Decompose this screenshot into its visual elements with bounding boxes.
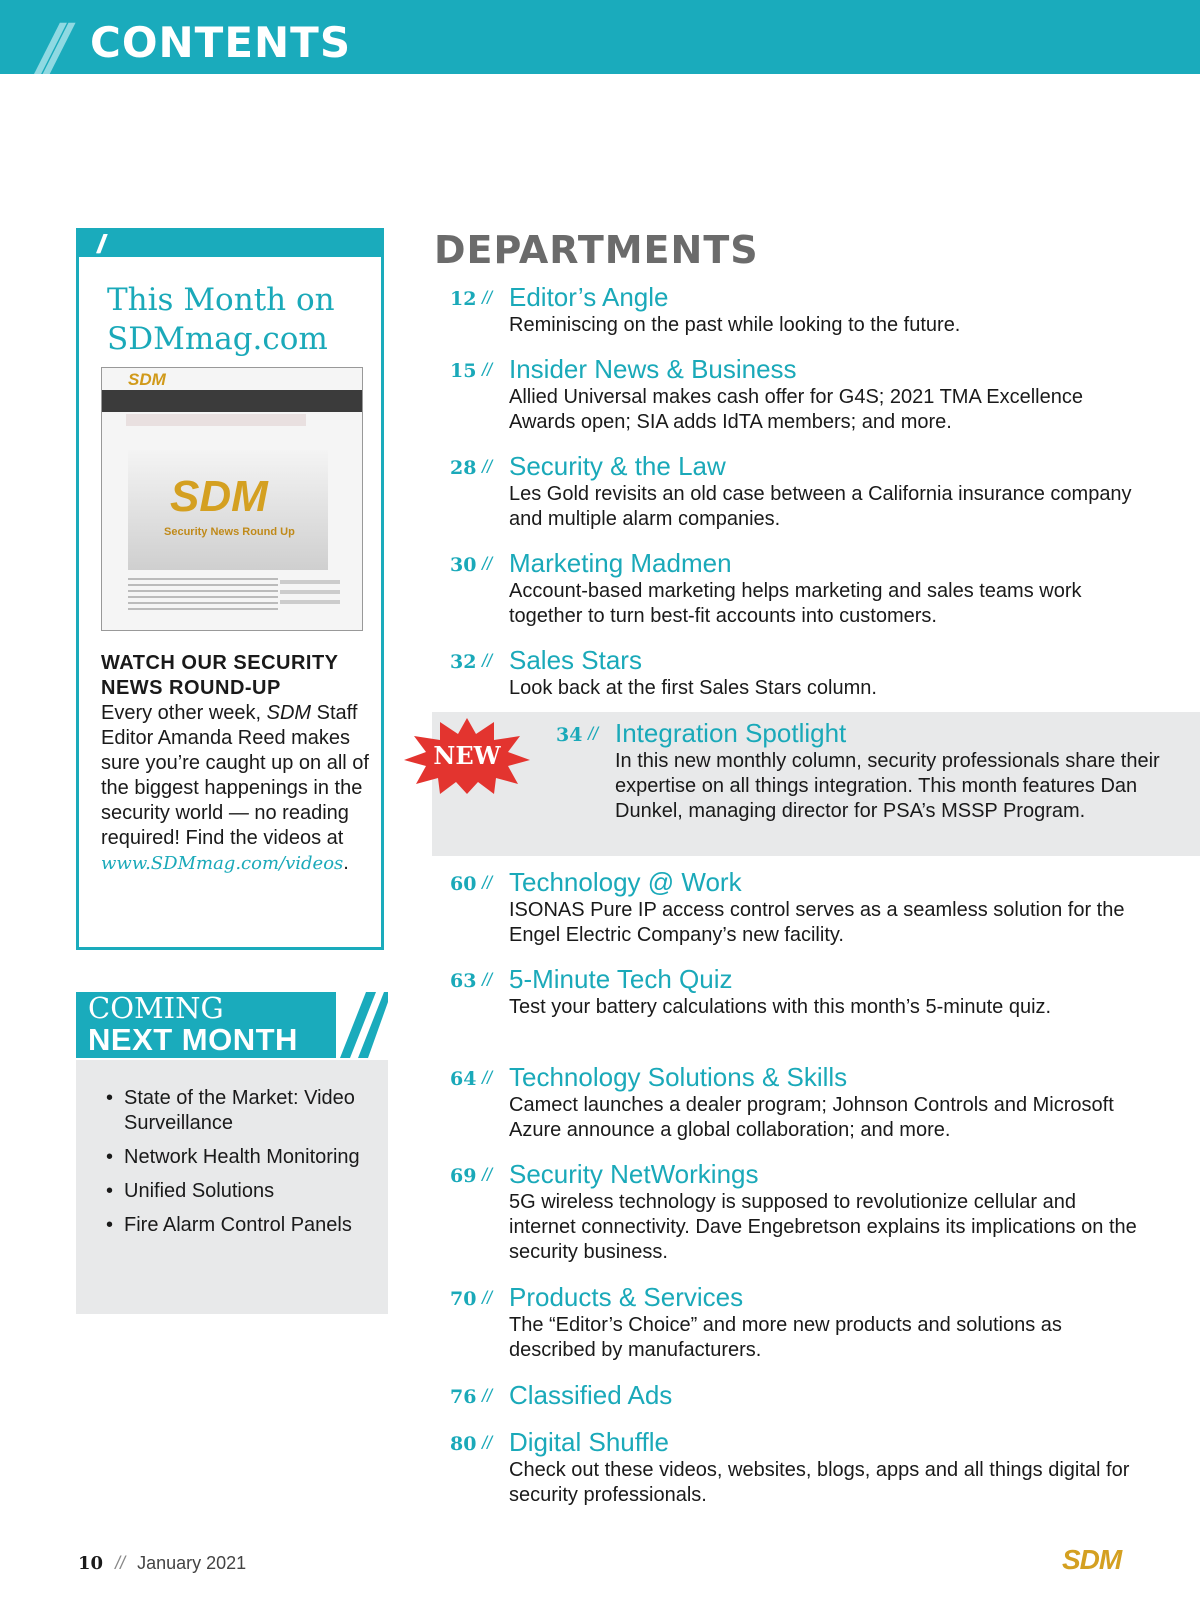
dept-title[interactable]: Security & the Law: [509, 451, 726, 481]
watch-text-2: Staff Editor Amanda Reed makes sure you’re caught up on all of the biggest happenings in the security world — no reading required! Find the videos at: [101, 702, 369, 849]
separator: //: [482, 1068, 493, 1088]
coming-next-month-header: [76, 992, 336, 1058]
separator: //: [482, 970, 493, 990]
dept-desc: The “Editor’s Choice” and more new products and solutions as described by manufacturers.: [509, 1314, 1062, 1361]
thumb-text-lines: [128, 578, 278, 614]
page-number: 80: [450, 1433, 477, 1455]
separator: //: [482, 288, 493, 308]
dept-desc: Check out these videos, websites, blogs, apps and all things digital for security professionals.: [509, 1459, 1130, 1506]
watch-heading: WATCH OUR SECURITY NEWS ROUND-UP: [101, 652, 339, 699]
dept-title[interactable]: Products & Services: [509, 1282, 744, 1312]
dept-desc: Account-based marketing helps marketing and sales teams work together to turn best-fit accounts into customers.: [509, 580, 1082, 627]
dept-title[interactable]: 5-Minute Tech Quiz: [509, 964, 733, 994]
page-number: 63: [450, 970, 477, 992]
dept-title[interactable]: Technology @ Work: [509, 867, 742, 897]
page-number: 60: [450, 873, 477, 895]
dept-title[interactable]: Editor’s Angle: [509, 282, 669, 312]
thumb-logo: SDM: [128, 370, 166, 389]
separator: //: [588, 724, 599, 744]
coming-item: • Unified Solutions: [106, 1179, 374, 1204]
thumb-ad: [126, 414, 306, 426]
separator: //: [482, 1386, 493, 1406]
videos-link[interactable]: www.SDMmag.com/videos: [101, 853, 344, 874]
watch-end: .: [343, 852, 349, 874]
dept-desc: Test your battery calculations with this month’s 5-minute quiz.: [509, 996, 1052, 1018]
dept-desc: 5G wireless technology is supposed to revolutionize cellular and internet connectivity. Dave Engebretson explains its implications on the security business.: [509, 1191, 1137, 1263]
website-screenshot-thumbnail: [101, 367, 363, 631]
dept-title[interactable]: Security NetWorkings: [509, 1159, 759, 1189]
dept-title[interactable]: Insider News & Business: [509, 354, 797, 384]
dept-desc: Allied Universal makes cash offer for G4S; 2021 TMA Excellence Awards open; SIA adds IdTA members; and more.: [509, 386, 1083, 433]
coming-line2: NEXT MONTH: [88, 1022, 298, 1057]
dept-desc: Look back at the first Sales Stars column.: [509, 677, 877, 699]
month-box-topbar: [79, 231, 381, 257]
page-number: 69: [450, 1165, 477, 1187]
dept-desc: Les Gold revisits an old case between a California insurance company and multiple alarm companies.: [509, 483, 1132, 530]
dept-desc: In this new monthly column, security professionals share their expertise on all things integration. This month features Dan Dunkel, managing director for PSA’s MSSP Program.: [615, 750, 1160, 822]
coming-item: • Fire Alarm Control Panels: [106, 1213, 374, 1238]
dept-title[interactable]: Classified Ads: [509, 1380, 673, 1410]
page-footer: [78, 1553, 246, 1574]
departments-heading: DEPARTMENTS: [434, 228, 759, 272]
page-number: 76: [450, 1386, 477, 1408]
dept-desc: ISONAS Pure IP access control serves as a seamless solution for the Engel Electric Company’s new facility.: [509, 899, 1125, 946]
separator: //: [482, 360, 493, 380]
page-title: CONTENTS: [90, 18, 352, 67]
dept-title[interactable]: Marketing Madmen: [509, 548, 732, 578]
header-slashes: //: [40, 10, 58, 83]
separator: //: [482, 554, 493, 574]
page-number: 12: [450, 288, 477, 310]
month-title: This Month on SDMmag.com: [107, 282, 335, 357]
thumb-nav: [102, 390, 362, 412]
footer-page-number: 10: [78, 1553, 104, 1574]
dept-desc: Reminiscing on the past while looking to the future.: [509, 314, 961, 336]
dept-title[interactable]: Technology Solutions & Skills: [509, 1062, 848, 1092]
page-number: 15: [450, 360, 477, 382]
separator: //: [482, 1165, 493, 1185]
dept-desc: Camect launches a dealer program; Johnson Controls and Microsoft Azure announce a global collaboration; and more.: [509, 1094, 1114, 1141]
sdm-logo: SDM: [1062, 1544, 1122, 1575]
watch-text-ital: SDM: [266, 702, 312, 724]
thumb-hero-sub: Security News Round Up: [164, 526, 295, 538]
page-number: 34: [556, 724, 583, 746]
month-box-slashes: //: [97, 229, 100, 259]
footer-separator: //: [115, 1553, 126, 1573]
page-number: 28: [450, 457, 477, 479]
footer-date: January 2021: [137, 1553, 247, 1573]
this-month-box: [76, 228, 384, 950]
separator: //: [482, 1288, 493, 1308]
page-number: 32: [450, 651, 477, 673]
separator: //: [482, 1433, 493, 1453]
coming-item: • State of the Market: Video Surveillance: [106, 1086, 374, 1136]
coming-slashes-graphic: [336, 988, 388, 1058]
new-badge-text: NEW: [433, 741, 501, 770]
separator: //: [482, 873, 493, 893]
dept-title[interactable]: Digital Shuffle: [509, 1427, 669, 1457]
thumb-hero-video: [128, 450, 328, 570]
coming-line1: COMING: [88, 991, 224, 1025]
page-number: 30: [450, 554, 477, 576]
coming-item: • Network Health Monitoring: [106, 1145, 374, 1170]
dept-title[interactable]: Sales Stars: [509, 645, 642, 675]
separator: //: [482, 651, 493, 671]
watch-body: [101, 701, 377, 876]
contents-header: [0, 0, 1200, 83]
page-number: 64: [450, 1068, 477, 1090]
dept-title[interactable]: Integration Spotlight: [615, 718, 847, 748]
coming-list: [76, 1060, 388, 1314]
thumb-side-lines: [280, 580, 340, 610]
watch-text-1: Every other week,: [101, 702, 267, 724]
separator: //: [482, 457, 493, 477]
thumb-hero-logo: SDM: [170, 472, 268, 521]
new-badge-icon: [402, 716, 532, 796]
page-number: 70: [450, 1288, 477, 1310]
